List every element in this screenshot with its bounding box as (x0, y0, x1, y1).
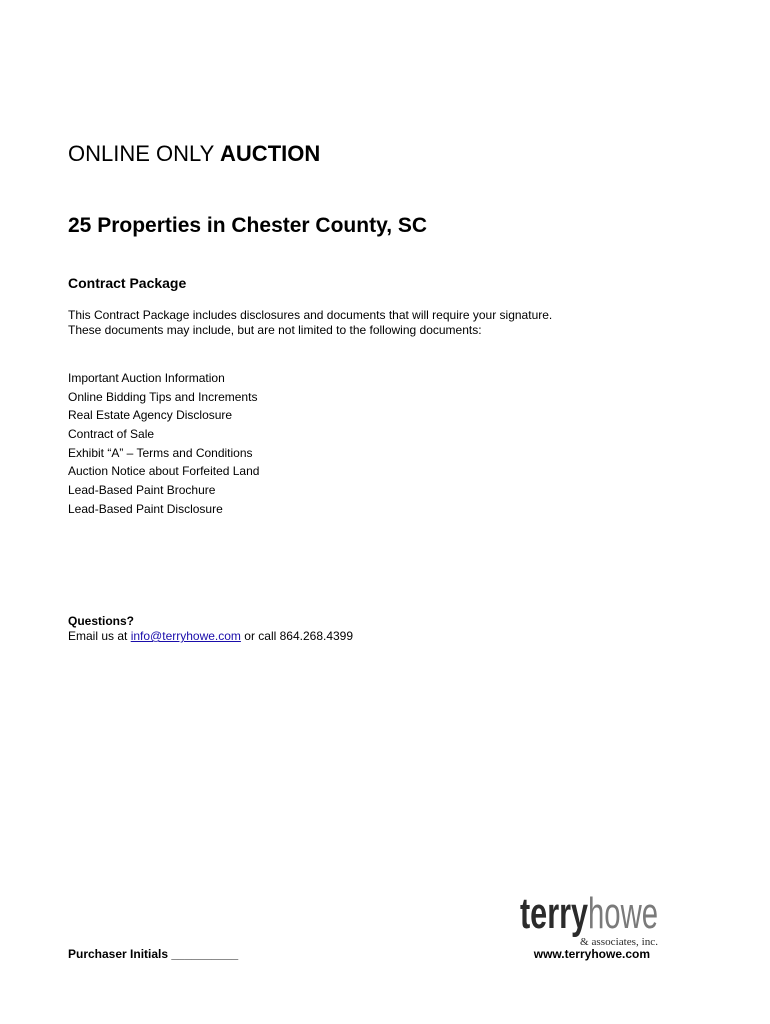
auction-heading (68, 141, 320, 167)
list-item: Contract of Sale (68, 427, 155, 442)
email-link[interactable]: info@terryhowe.com (130, 629, 241, 643)
list-item: Important Auction Information (68, 371, 225, 385)
list-item: Online Bidding Tips and Increments (68, 389, 258, 404)
questions-title: Questions? (68, 614, 135, 628)
questions-block (68, 614, 353, 644)
contract-intro-line-2: These documents may include, but are not limited to the following documents: (68, 323, 482, 337)
list-item: Exhibit “A” – Terms and Conditions (68, 445, 253, 460)
document-list (68, 371, 259, 521)
properties-heading: 25 Properties in Chester County, SC (68, 214, 428, 237)
contact-suffix: or call 864.268.4399 (244, 629, 354, 643)
list-item: Lead-Based Paint Brochure (68, 483, 216, 498)
purchaser-initials: Purchaser Initials __________ (68, 947, 239, 961)
list-item: Lead-Based Paint Disclosure (68, 501, 223, 516)
list-item: Real Estate Agency Disclosure (68, 408, 233, 423)
auction-heading-prefix: ONLINE ONLY (68, 141, 214, 166)
contract-package-title: Contract Package (68, 275, 187, 291)
contract-intro (68, 308, 552, 338)
contact-prefix: Email us at (68, 629, 128, 643)
list-item: Auction Notice about Forfeited Land (68, 464, 260, 479)
logo-name-part-1: terry (520, 889, 589, 938)
company-logo (518, 882, 663, 948)
contract-intro-line-1: This Contract Package includes disclosures and documents that will require your signature. (68, 308, 553, 322)
logo-name-part-2: howe (588, 889, 658, 938)
logo-tagline: & associates, inc. (580, 936, 659, 948)
auction-heading-emphasis: AUCTION (220, 141, 321, 166)
contact-line (68, 629, 353, 644)
website-url: www.terryhowe.com (533, 947, 650, 961)
